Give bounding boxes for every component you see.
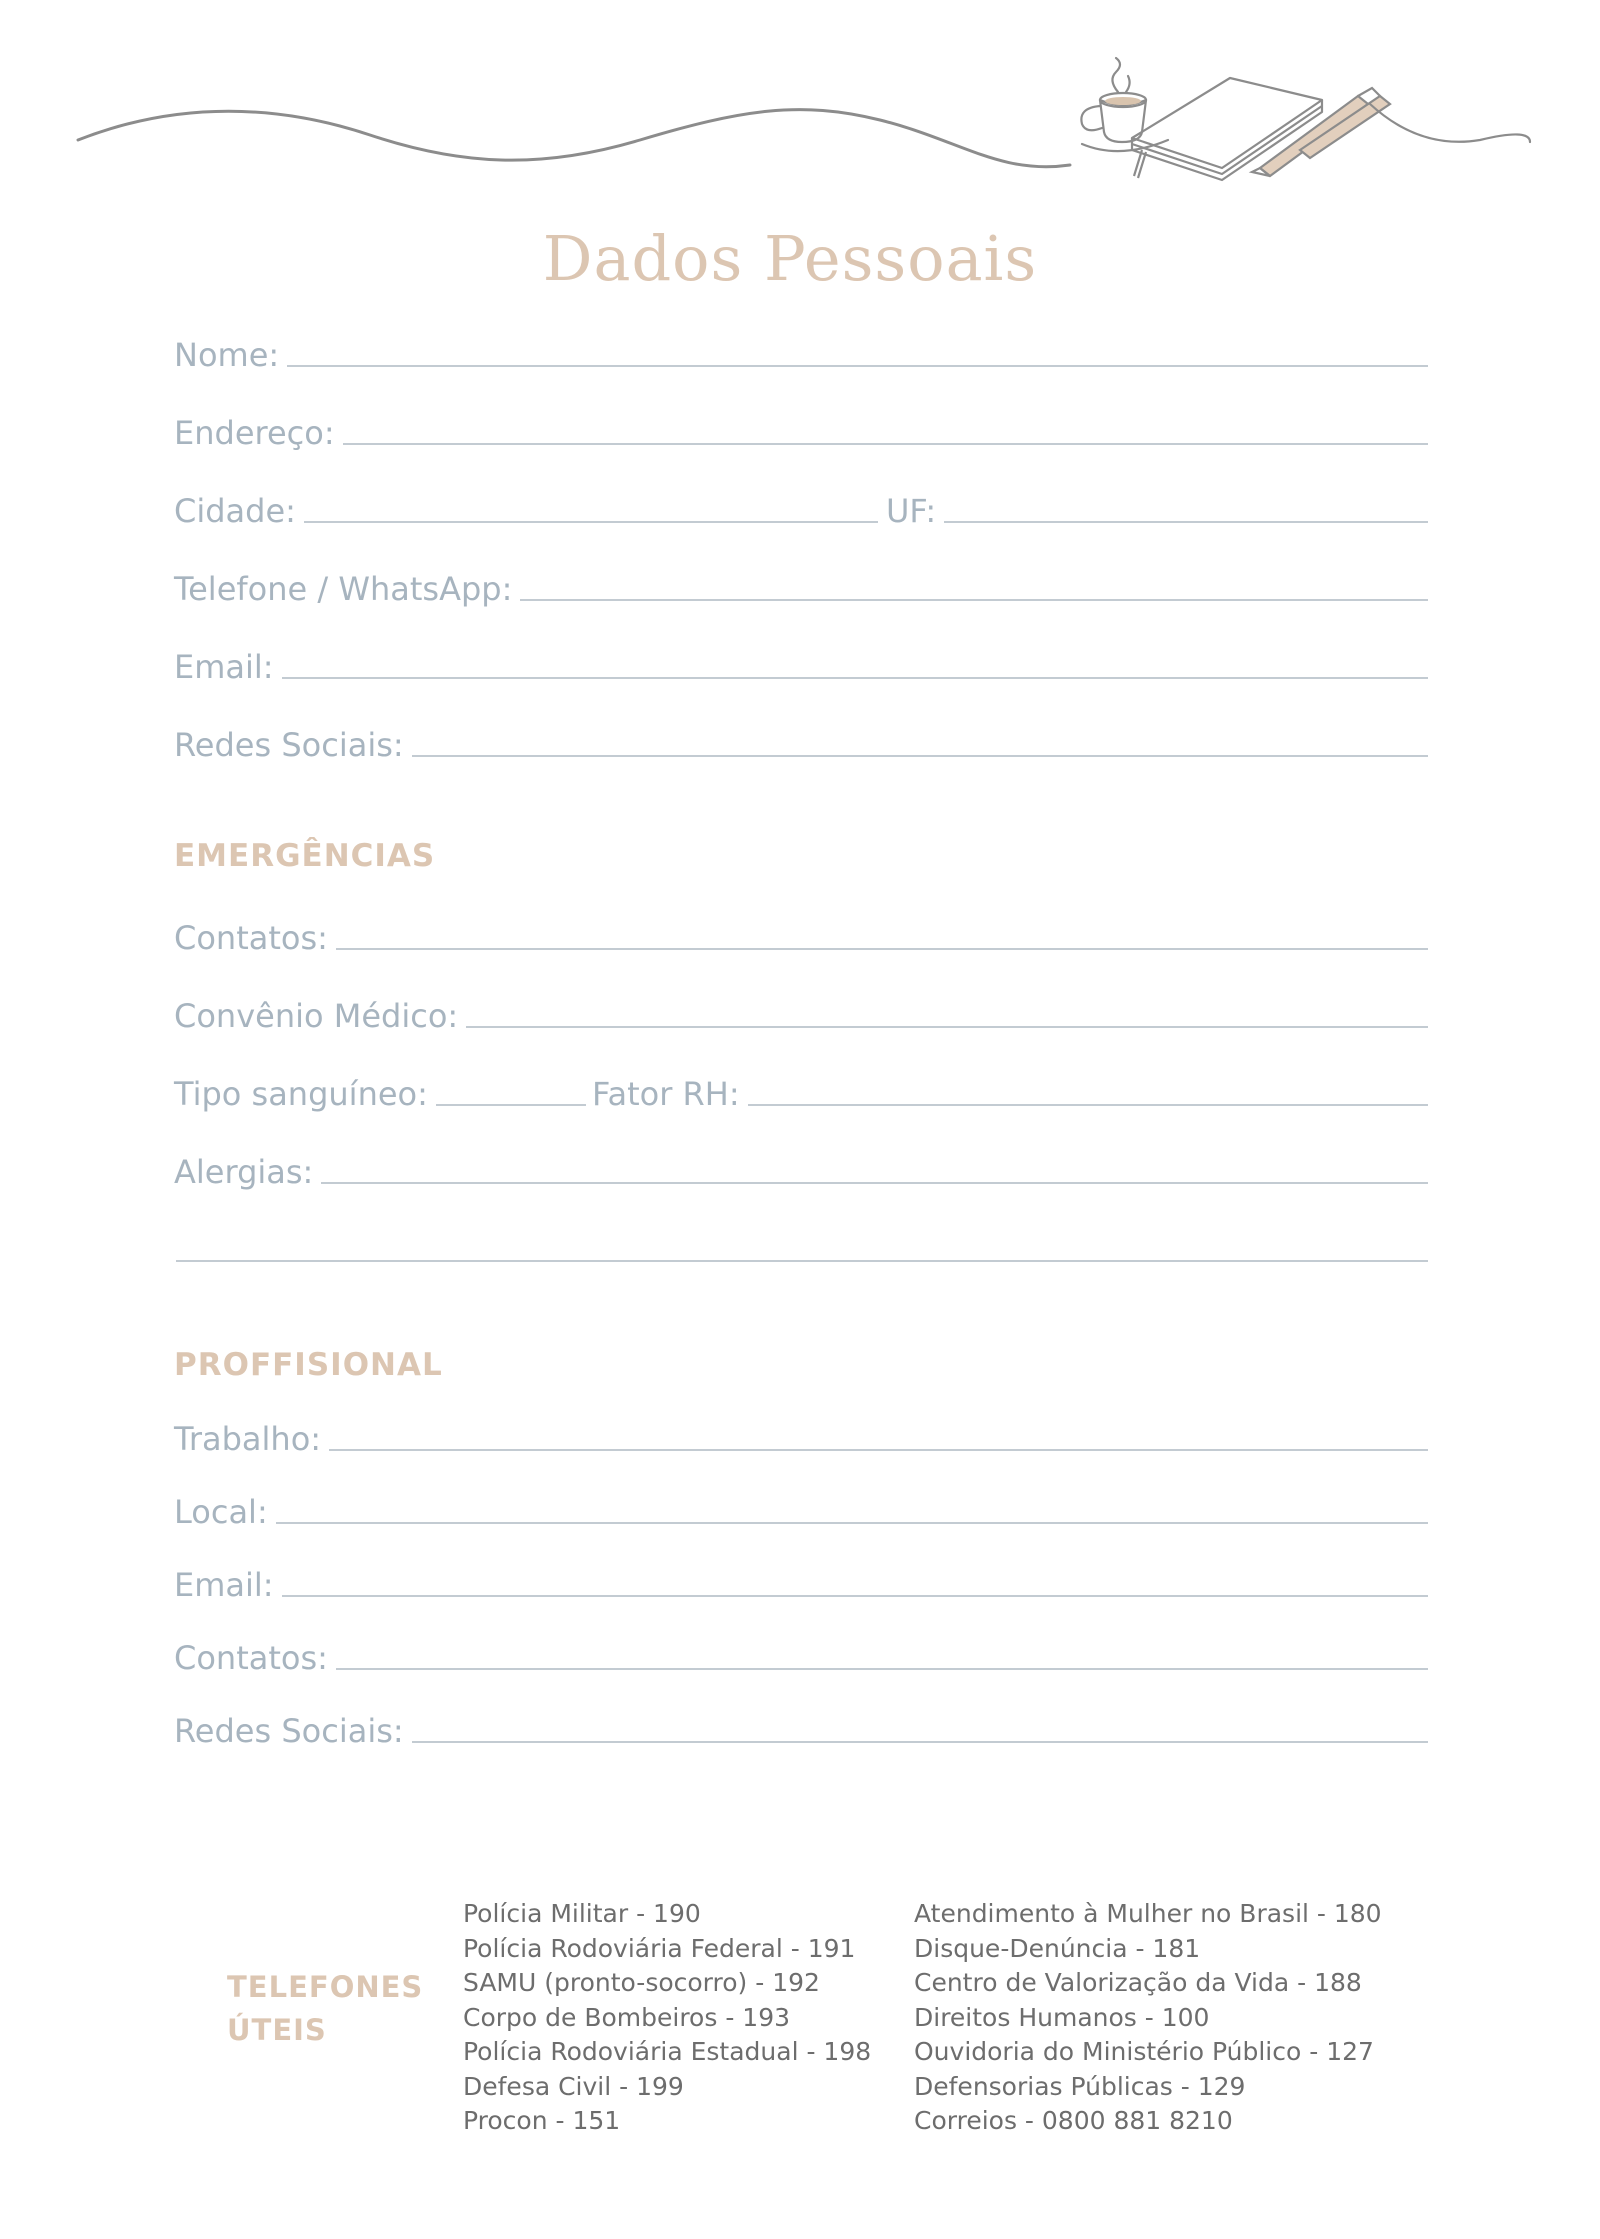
phone-item: Polícia Rodoviária Estadual - 198	[463, 2037, 872, 2066]
telefone-label: Telefone / WhatsApp:	[174, 570, 513, 608]
prof-contatos-line[interactable]	[336, 1668, 1428, 1670]
nome-line[interactable]	[287, 365, 1428, 367]
cidade-label: Cidade:	[174, 492, 296, 530]
telefone-line[interactable]	[520, 599, 1428, 601]
convenio-line[interactable]	[466, 1026, 1428, 1028]
endereco-field[interactable]	[174, 414, 1428, 452]
nome-field[interactable]	[174, 336, 1428, 374]
local-line[interactable]	[276, 1522, 1428, 1524]
endereco-label: Endereço:	[174, 414, 335, 452]
telefones-heading	[227, 1966, 447, 2052]
prof-email-field[interactable]	[174, 1566, 1428, 1604]
nome-label: Nome:	[174, 336, 280, 374]
phones-list-right	[914, 1897, 1382, 2139]
phone-item: Procon - 151	[463, 2106, 621, 2135]
cidade-field[interactable]	[174, 492, 878, 530]
fator-rh-line[interactable]	[748, 1104, 1428, 1106]
coffee-fill	[1105, 97, 1141, 105]
notebook-icon	[1132, 78, 1322, 180]
uf-field[interactable]	[886, 492, 1428, 530]
phone-item: Disque-Denúncia - 181	[914, 1933, 1201, 1963]
prof-redes-field[interactable]	[174, 1712, 1428, 1750]
local-label: Local:	[174, 1493, 268, 1531]
phone-item: SAMU (pronto-socorro) - 192	[463, 1968, 820, 1997]
redes-sociais-field[interactable]	[174, 726, 1428, 764]
telefones-heading-line1: TELEFONES	[227, 1970, 424, 2004]
prof-contatos-label: Contatos:	[174, 1639, 328, 1677]
cidade-line[interactable]	[304, 521, 878, 523]
phone-item: Ouvidoria do Ministério Público - 127	[914, 2037, 1374, 2066]
phone-item: Defensorias Públicas - 129	[914, 2071, 1246, 2101]
phone-item: Direitos Humanos - 100	[914, 2002, 1210, 2032]
phone-item: Centro de Valorização da Vida - 188	[914, 1968, 1362, 1997]
local-field[interactable]	[174, 1493, 1428, 1531]
emergencia-contatos-field[interactable]	[174, 919, 1428, 957]
prof-contatos-field[interactable]	[174, 1639, 1428, 1677]
prof-email-label: Email:	[174, 1566, 274, 1604]
wavy-line	[78, 110, 1070, 167]
email-label: Email:	[174, 648, 274, 686]
redes-sociais-line[interactable]	[412, 755, 1428, 757]
emergencia-contatos-line[interactable]	[336, 948, 1428, 950]
prof-redes-label: Redes Sociais:	[174, 1712, 404, 1750]
alergias-line[interactable]	[321, 1182, 1428, 1184]
tipo-sanguineo-line[interactable]	[436, 1104, 586, 1106]
email-line[interactable]	[282, 677, 1428, 679]
alergias-field[interactable]	[174, 1153, 1428, 1191]
phone-item: Atendimento à Mulher no Brasil - 180	[914, 1899, 1382, 1928]
telefone-field[interactable]	[174, 570, 1428, 608]
trabalho-line[interactable]	[329, 1449, 1428, 1451]
phones-list-left	[463, 1897, 871, 2139]
profissional-heading: PROFFISIONAL	[174, 1347, 443, 1383]
tipo-sanguineo-field[interactable]	[174, 1075, 586, 1113]
prof-email-line[interactable]	[282, 1595, 1428, 1597]
emergencia-contatos-label: Contatos:	[174, 919, 328, 957]
fator-rh-field[interactable]	[592, 1075, 1428, 1113]
email-field[interactable]	[174, 648, 1428, 686]
phone-item: Polícia Rodoviária Federal - 191	[463, 1933, 856, 1963]
phone-item: Correios - 0800 881 8210	[914, 2106, 1233, 2135]
convenio-field[interactable]	[174, 997, 1428, 1035]
uf-line[interactable]	[944, 521, 1428, 523]
alergias-extra-line[interactable]	[176, 1260, 1428, 1262]
page-title: Dados Pessoais	[542, 222, 1038, 295]
uf-label: UF:	[886, 492, 937, 530]
emergencias-heading: EMERGÊNCIAS	[174, 838, 436, 874]
endereco-line[interactable]	[343, 443, 1428, 445]
prof-redes-line[interactable]	[412, 1741, 1428, 1743]
header-illustration	[0, 0, 1600, 200]
phone-item: Polícia Militar - 190	[463, 1899, 701, 1928]
tipo-sanguineo-label: Tipo sanguíneo:	[174, 1075, 428, 1113]
alergias-label: Alergias:	[174, 1153, 314, 1191]
fator-rh-label: Fator RH:	[592, 1075, 740, 1113]
phone-item: Defesa Civil - 199	[463, 2071, 684, 2101]
trabalho-label: Trabalho:	[174, 1420, 322, 1458]
phone-item: Corpo de Bombeiros - 193	[463, 2002, 791, 2032]
trabalho-field[interactable]	[174, 1420, 1428, 1458]
telefones-heading-line2: ÚTEIS	[227, 2013, 327, 2047]
convenio-label: Convênio Médico:	[174, 997, 459, 1035]
redes-sociais-label: Redes Sociais:	[174, 726, 404, 764]
